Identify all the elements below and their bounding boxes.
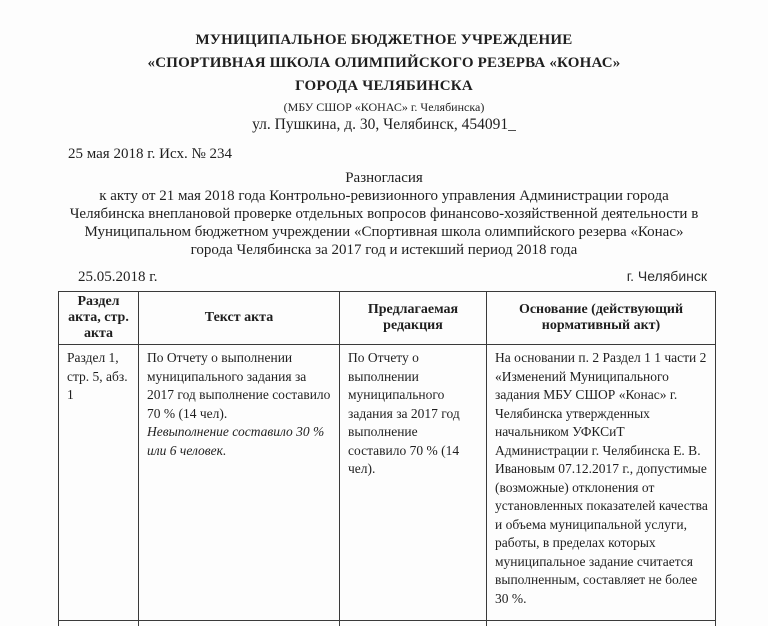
table-row: [59, 345, 716, 621]
org-name-line2: «СПОРТИВНАЯ ШКОЛА ОЛИМПИЙСКОГО РЕЗЕРВА «КОНАС»: [147, 55, 621, 71]
outgoing-ref-line: 25 мая 2018 г. Исх. № 234: [68, 146, 233, 162]
table-row-partial: [59, 621, 716, 626]
cell-basis: [487, 345, 716, 621]
proposed-text: По Отчету о выполнении муниципального задания за 2017 год выполнение составило 70 % (14 чел).: [348, 350, 460, 476]
col-header-proposed: Предлагаемая редакция: [340, 292, 487, 345]
col-header-basis: Основание (действующий нормативный акт): [487, 292, 716, 345]
document-place: г. Челябинск: [626, 268, 707, 284]
subtitle-line: Муниципальном бюджетном учреждении «Спортивная школа олимпийского резерва «Конас»: [84, 224, 684, 240]
cell-act-text: [139, 345, 340, 621]
cell-empty: [340, 621, 487, 626]
cell-empty: [139, 621, 340, 626]
act-text-italic-note: Невыполнение составило 30 % или 6 человек.: [147, 424, 325, 458]
act-text: По Отчету о выполнении муниципального задания за 2017 год выполнение составило 70 % (14 чел).: [147, 350, 331, 421]
cell-empty: [59, 621, 139, 626]
org-letterhead: [0, 29, 768, 134]
cell-proposed: [340, 345, 487, 621]
org-name-line1: МУНИЦИПАЛЬНОЕ БЮДЖЕТНОЕ УЧРЕЖДЕНИЕ: [195, 32, 573, 48]
org-name-line3: ГОРОДА ЧЕЛЯБИНСКА: [295, 78, 473, 94]
cell-empty: [487, 621, 716, 626]
col-header-section: Раздел акта, стр. акта: [59, 292, 139, 345]
org-abbreviation: (МБУ СШОР «КОНАС» г. Челябинска): [283, 100, 485, 114]
document-date: 25.05.2018 г.: [78, 269, 158, 285]
section-ref: Раздел 1, стр. 5, абз. 1: [67, 350, 128, 402]
table-header-row: [59, 292, 716, 345]
document-title-block: [40, 169, 728, 259]
col-header-act-text: Текст акта: [139, 292, 340, 345]
org-address: ул. Пушкина, д. 30, Челябинск, 454091_: [252, 116, 516, 133]
cell-section: [59, 345, 139, 621]
subtitle-line: города Челябинска за 2017 год и истекший период 2018 года: [190, 242, 578, 258]
document-title: Разногласия: [345, 170, 423, 186]
subtitle-line: к акту от 21 мая 2018 года Контрольно-ревизионного управления Администрации города: [99, 188, 669, 204]
disagreements-table: [58, 291, 716, 626]
basis-text: На основании п. 2 Раздел 1 1 части 2 «Изменений Муниципального задания МБУ СШОР «Конас» г. Челябинска утвержденных начальником УФКСиТ Администрации г. Челябинска Е. В. Ивановым 07.12.2017 г., допустимые (возможные) отклонения от установленных показателей качества и объема муниципальной услуги, работы, в пределах которых муниципальное задание считается выполненным, составляет не более 30 %.: [495, 350, 708, 606]
date-place-row: [58, 268, 715, 286]
subtitle-line: Челябинска внеплановой проверке отдельных вопросов финансово-хозяйственной деятельности в: [69, 206, 699, 222]
